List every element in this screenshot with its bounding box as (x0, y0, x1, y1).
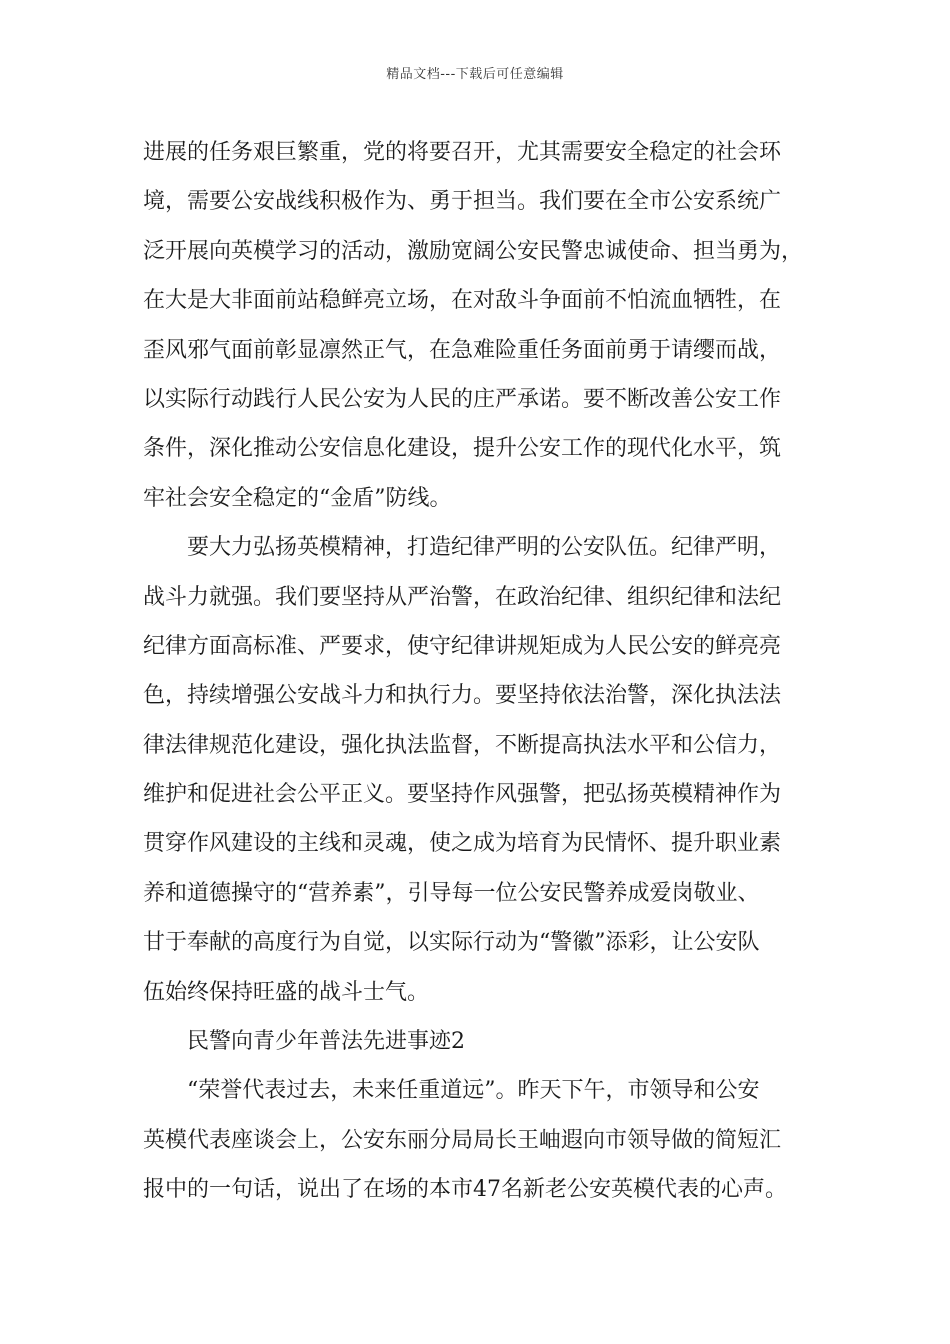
text-line: 英模代表座谈会上，公安东丽分局局长王岫遐向市领导做的简短汇 (143, 1127, 782, 1153)
text-line: 歪风邪气面前彰显凛然正气，在急难险重任务面前勇于请缨而战， (143, 337, 782, 363)
text-line: 泛开展向英模学习的活动，激励宽阔公安民警忠诚使命、担当勇为， (143, 238, 804, 264)
text-line: 纪律方面高标准、严要求，使守纪律讲规矩成为人民公安的鲜亮亮 (143, 633, 782, 659)
text-line: 报中的一句话，说出了在场的本市47名新老公安英模代表的心声。 (143, 1177, 787, 1203)
document-body (143, 128, 833, 1215)
text-line: 牢社会安全稳定的“金盾”防线。 (143, 485, 452, 511)
text-line: 贯穿作风建设的主线和灵魂，使之成为培育为民情怀、提升职业素 (143, 831, 782, 857)
text-line: 境，需要公安战线积极作为、勇于担当。我们要在全市公安系统广 (143, 189, 782, 215)
text-line: 进展的任务艰巨繁重，党的将要召开，尤其需要安全稳定的社会环 (143, 140, 782, 165)
text-line: 战斗力就强。我们要坚持从严治警，在政治纪律、组织纪律和法纪 (143, 584, 782, 610)
text-line: 维护和促进社会公平正义。要坚持作风强警，把弘扬英模精神作为 (143, 782, 782, 808)
text-line: 养和道德操守的“营养素”，引导每一位公安民警养成爱岗敬业、 (143, 880, 760, 906)
section-heading: 民警向青少年普法先进事迹2 (187, 1029, 465, 1055)
paragraph-start-line: 要大力弘扬英模精神，打造纪律严明的公安队伍。纪律严明， (187, 535, 782, 561)
text-line: 律法律规范化建设，强化执法监督，不断提高执法水平和公信力， (143, 732, 782, 758)
page-header: 精品文档---下载后可任意编辑 (386, 67, 564, 82)
text-line: 色，持续增强公安战斗力和执行力。要坚持依法治警，深化执法法 (143, 683, 782, 709)
paragraph-start-line: “荣誉代表过去，未来任重道远”。昨天下午，市领导和公安 (187, 1078, 760, 1104)
text-line: 以实际行动践行人民公安为人民的庄严承诺。要不断改善公安工作 (143, 386, 782, 412)
text-line: 伍始终保持旺盛的战斗士气。 (143, 979, 430, 1005)
text-line: 甘于奉献的高度行为自觉，以实际行动为“警徽”添彩，让公安队 (143, 930, 760, 956)
text-line: 条件，深化推动公安信息化建设，提升公安工作的现代化水平，筑 (143, 436, 782, 462)
text-line: 在大是大非面前站稳鲜亮立场，在对敌斗争面前不怕流血牺牲，在 (143, 288, 782, 314)
